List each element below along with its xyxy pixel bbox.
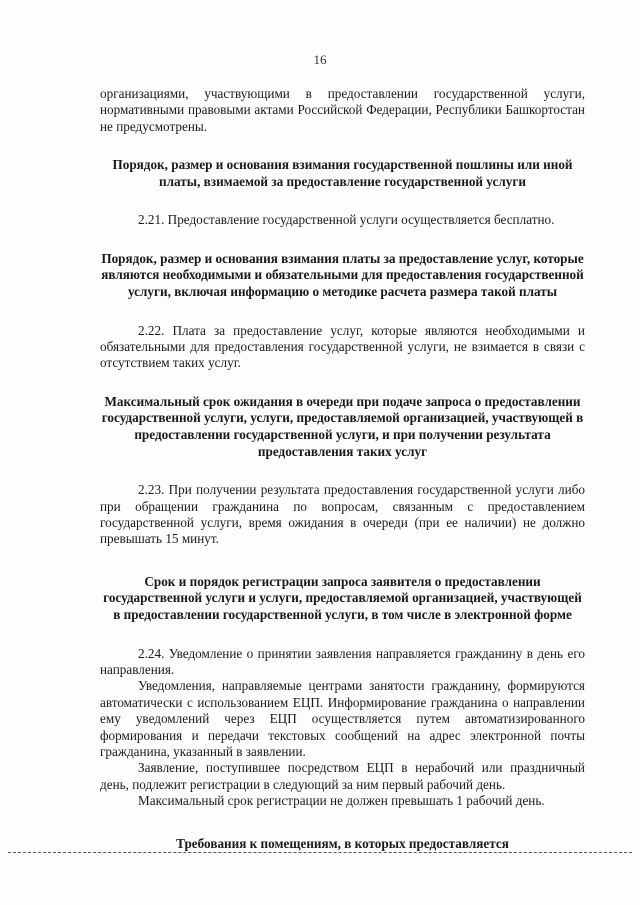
section-heading-registration: Срок и порядок регистрации запроса заявителя о предоставлении государственной услуги и услуги, предоставляемой организацией, участвующей в предоставлении государственной услуги, в том числе в электронной форме xyxy=(103,573,582,622)
paragraph-notifications: Уведомления, направляемые центрами занятости гражданину, формируются автоматически с использованием ЕЦП. Информирование гражданина о направлении ему уведомлений через ЕЦП осуществляется путем автоматизированного формирования и передачи текстовых сообщений на адрес электронной почты гражданина, указанный в заявлении. xyxy=(100,678,585,760)
document-body xyxy=(100,86,585,852)
section-heading-queue-time: Максимальный срок ожидания в очереди при подаче запроса о предоставлении государственной услуги, услуги, предоставляемой организацией, участвующей в предоставлении государственной услуги, и при получении результата предоставления таких услуг xyxy=(101,393,584,459)
paragraph-2-21: 2.21. Предоставление государственной услуги осуществляется бесплатно. xyxy=(138,212,555,228)
section-heading-fee-for-services: Порядок, размер и основания взимания платы за предоставление услуг, которые являются необходимыми и обязательными для предоставления государственной услуги, включая информацию о методике расчета размера такой платы xyxy=(101,250,584,299)
paragraph-holiday-registration: Заявление, поступившее посредством ЕЦП в нерабочий или праздничный день, подлежит регистрации в следующий за ним первый рабочий день. xyxy=(100,760,585,792)
page-bottom-divider xyxy=(8,852,632,853)
paragraph-continuation: организациями, участвующими в предоставлении государственной услуги, нормативными правовыми актами Российской Федерации, Республики Башкортостан не предусмотрены. xyxy=(100,86,585,134)
paragraph-max-registration: Максимальный срок регистрации не должен превышать 1 рабочий день. xyxy=(138,793,545,809)
paragraph-2-23: 2.23. При получении результата предоставления государственной услуги либо при обращении гражданина по вопросам, связанным с предоставлением государственной услуги, время ожидания в очереди (при ее наличии) не должно превышать 15 минут. xyxy=(100,482,585,547)
section-heading-state-duty: Порядок, размер и основания взимания государственной пошлины или иной платы, взимаемой за предоставление государственной услуги xyxy=(112,157,573,189)
paragraph-2-22: 2.22. Плата за предоставление услуг, которые являются необходимыми и обязательными для предоставления государственной услуги, не взимается в связи с отсутствием таких услуг. xyxy=(100,322,585,371)
section-heading-premises: Требования к помещениям, в которых предоставляется xyxy=(176,835,509,851)
page-number: 16 xyxy=(313,52,327,67)
paragraph-2-24: 2.24. Уведомление о принятии заявления направляется гражданину в день его направления. xyxy=(100,645,585,677)
